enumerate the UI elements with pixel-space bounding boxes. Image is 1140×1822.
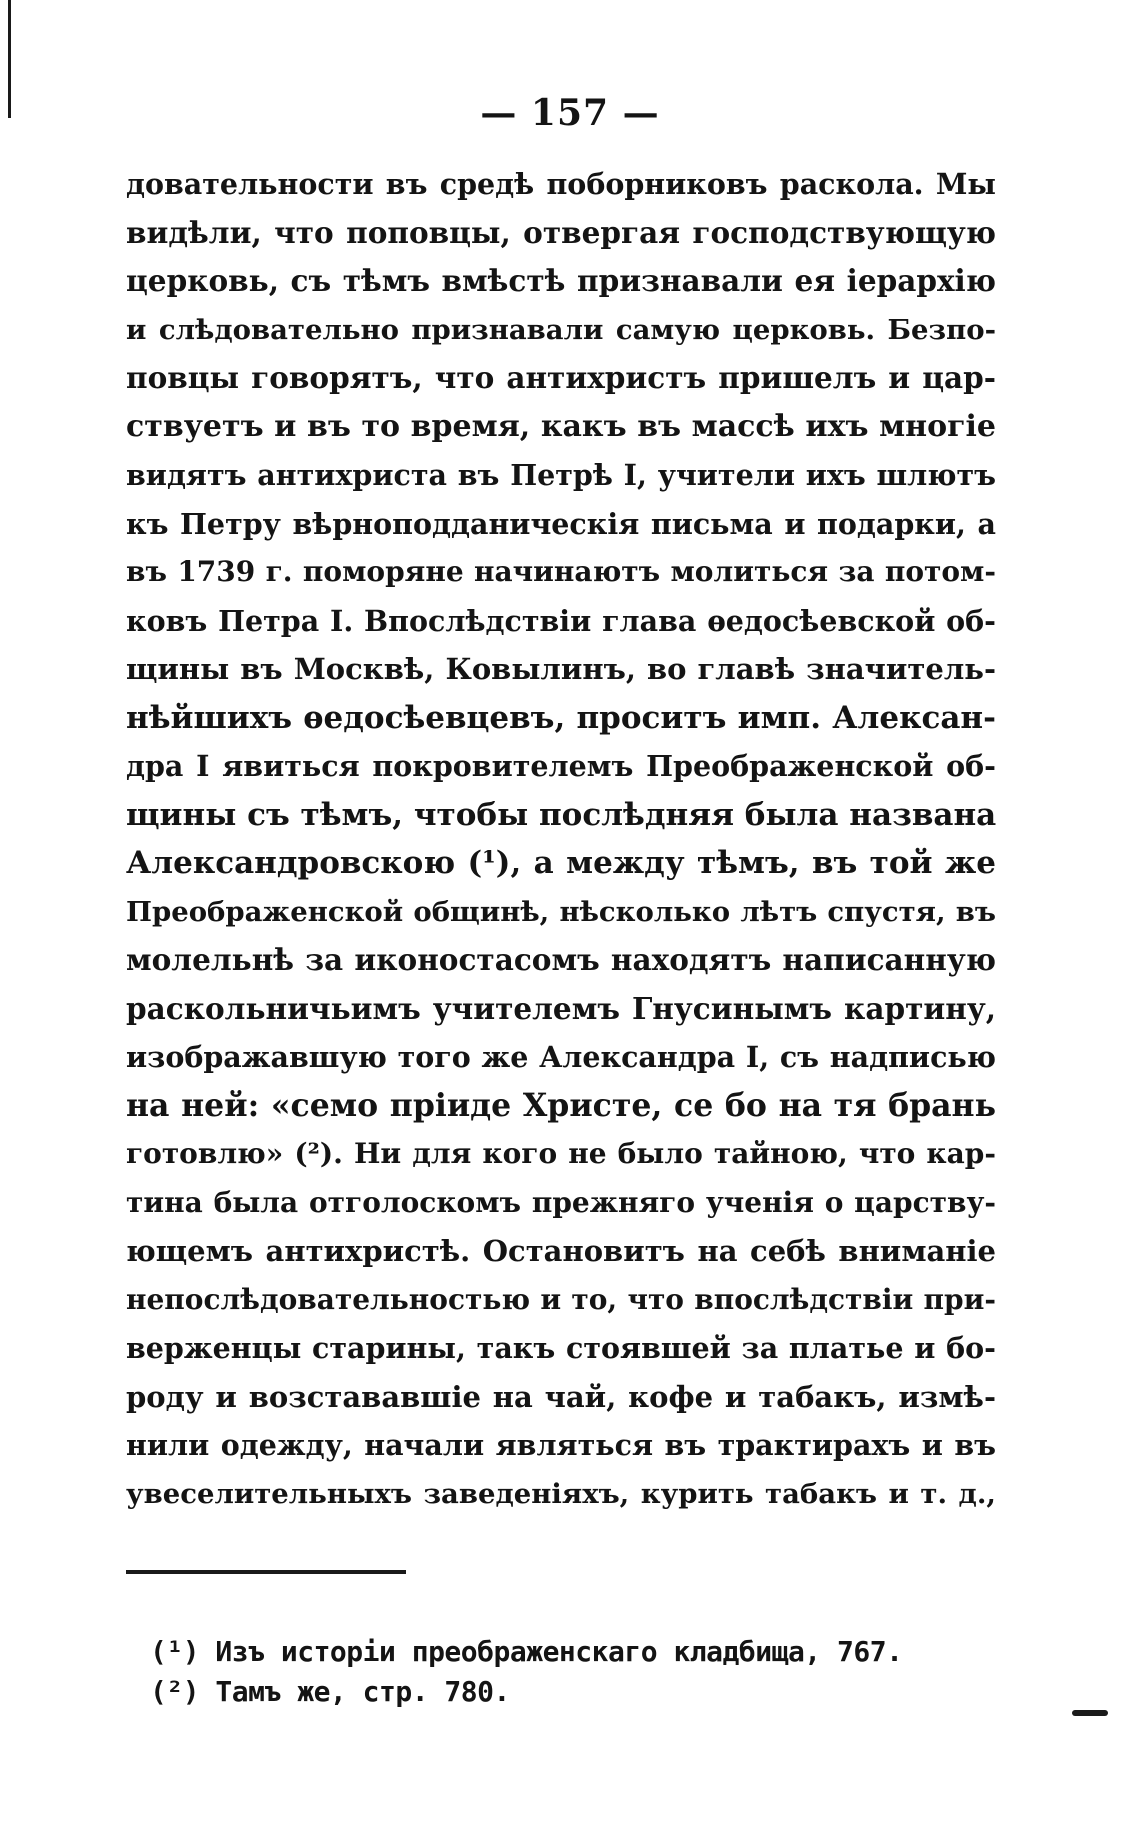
text-line: на ней: «семо пріиде Христе, се бо на тя брань bbox=[126, 1086, 996, 1124]
footnotes bbox=[150, 1632, 950, 1712]
text-line: къ Петру вѣрноподданическія письма и подарки, а bbox=[126, 506, 996, 541]
text-line: раскольничьимъ учителемъ Гнусинымъ картину, bbox=[126, 990, 996, 1026]
text-line: увеселительныхъ заведеніяхъ, курить табакъ и т. д., bbox=[126, 1477, 996, 1510]
text-line: щины съ тѣмъ, чтобы послѣдняя была названа bbox=[126, 796, 996, 833]
text-line: Александровскою (¹), а между тѣмъ, въ той же bbox=[126, 845, 996, 881]
text-line: непослѣдовательностью и то, что впослѣдствіи при- bbox=[126, 1282, 996, 1316]
text-line: видятъ антихриста въ Петрѣ I, учители ихъ шлютъ bbox=[126, 458, 996, 492]
text-line: ствуетъ и въ то время, какъ въ массѣ ихъ многіе bbox=[126, 408, 996, 444]
text-line: молельнѣ за иконостасомъ находятъ написанную bbox=[126, 942, 996, 977]
text-line: видѣли, что поповцы, отвергая господствующую bbox=[126, 214, 996, 250]
text-line: верженцы старины, такъ стоявшей за платье и бо- bbox=[126, 1331, 996, 1365]
footnote-1: (¹) Изъ исторіи преображенскаго кладбища, 767. bbox=[150, 1635, 903, 1668]
text-line: роду и возстававшіе на чай, кофе и табакъ, измѣ- bbox=[126, 1379, 996, 1414]
text-line: Преображенской общинѣ, нѣсколько лѣтъ спустя, въ bbox=[126, 895, 996, 928]
text-line: дра I явиться покровителемъ Преображенской об- bbox=[126, 749, 996, 783]
text-line: ющемъ антихристѣ. Остановитъ на себѣ вниманіе bbox=[126, 1234, 996, 1268]
text-line: щины въ Москвѣ, Ковылинъ, во главѣ значитель- bbox=[126, 652, 996, 686]
body-text bbox=[126, 160, 996, 1518]
text-line: готовлю» (²). Ни для кого не было тайною, что кар- bbox=[126, 1137, 996, 1170]
text-line: нѣйшихъ ѳедосѣевцевъ, проситъ имп. Алексан- bbox=[126, 699, 996, 736]
text-line: довательности въ средѣ поборниковъ раскола. Мы bbox=[126, 167, 996, 201]
footnote-divider bbox=[126, 1570, 406, 1574]
text-line: и слѣдовательно признавали самую церковь. Безпо- bbox=[126, 313, 996, 346]
ink-smudge bbox=[1072, 1710, 1108, 1716]
text-line: ковъ Петра I. Впослѣдствіи глава ѳедосѣевской об- bbox=[126, 603, 996, 638]
footnote-2: (²) Тамъ же, стр. 780. bbox=[150, 1675, 510, 1708]
text-line: повцы говорятъ, что антихристъ пришелъ и цар- bbox=[126, 360, 996, 395]
text-line: церковь, съ тѣмъ вмѣстѣ признавали ея іерархію bbox=[126, 263, 996, 298]
text-line: изображавшую того же Александра I, съ надписью bbox=[126, 1040, 996, 1074]
text-line: тина была отголоскомъ прежняго ученія о царству- bbox=[126, 1185, 996, 1219]
text-line: въ 1739 г. поморяне начинаютъ молиться за потом- bbox=[126, 555, 996, 588]
text-line: нили одежду, начали являться въ трактирахъ и въ bbox=[126, 1428, 996, 1462]
page-number: — 157 — bbox=[480, 92, 660, 134]
